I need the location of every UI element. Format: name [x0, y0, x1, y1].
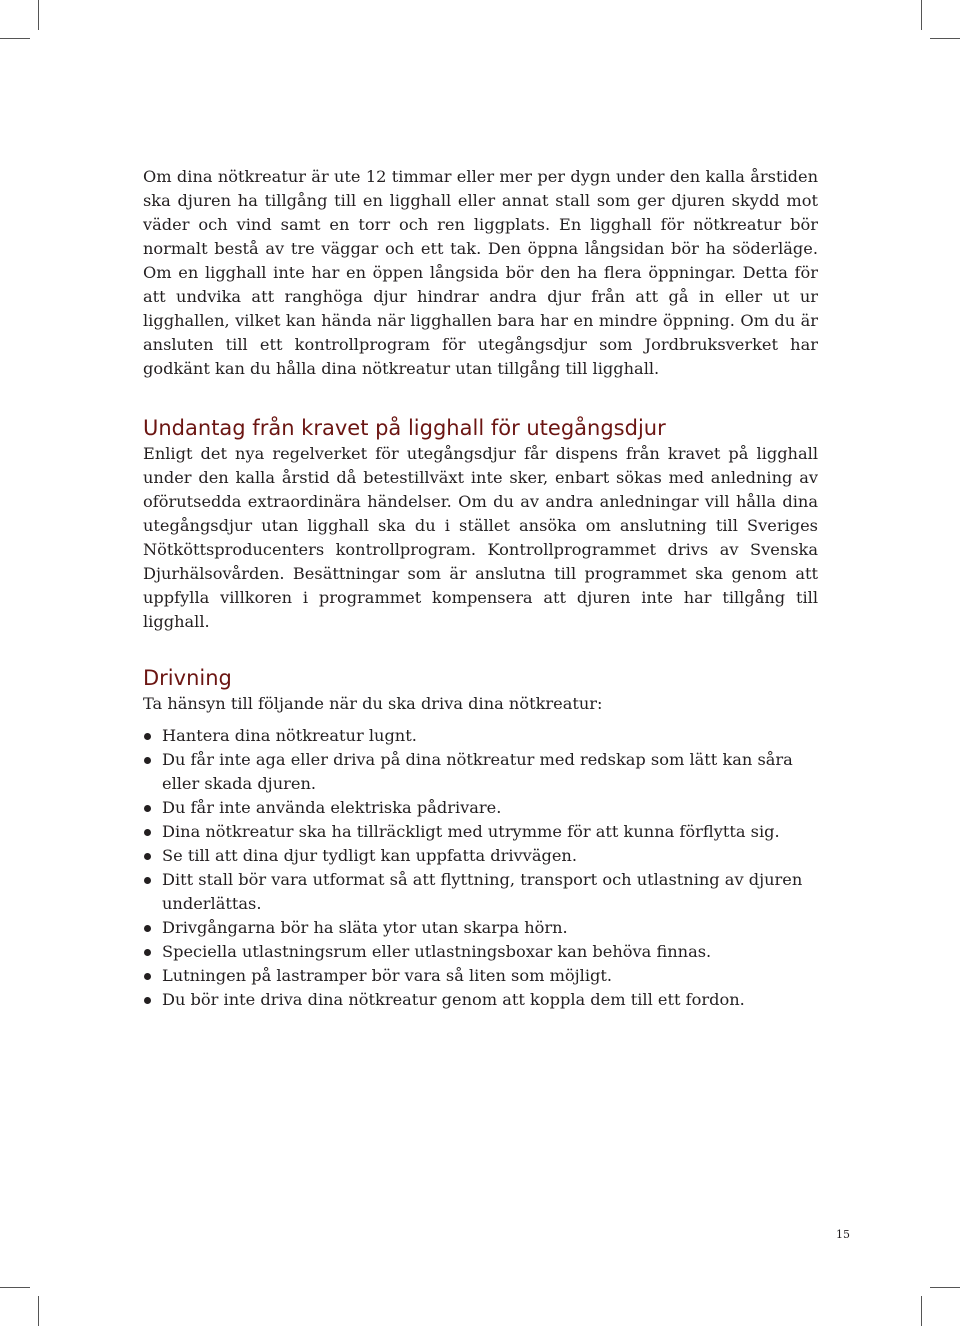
page-content [143, 165, 818, 1012]
section-heading-drivning: Drivning [143, 666, 232, 690]
list-item: Dina nötkreatur ska ha tillräckligt med utrymme för att kunna förflytta sig. [143, 820, 818, 844]
crop-mark [921, 1296, 922, 1326]
section-heading-undantag: Undantag från kravet på ligghall för utegångsdjur [143, 416, 666, 440]
list-item: Se till att dina djur tydligt kan uppfatta drivvägen. [143, 844, 818, 868]
crop-mark [930, 38, 960, 39]
undantag-paragraph: Enligt det nya regelverket för utegångsdjur får dispens från kravet på ligghall under den kalla årstid då betestillväxt inte sker, enbart sökas med anledning av oförutsedda extraordinära händelser. Om du av andra anledningar vill hålla dina utegångsdjur utan ligghall ska du i stället ansöka om anslutning till Sveriges Nötköttsproducenters kontrollprogram. Kontrollprogrammet drivs av Svenska Djurhälsovården. Besättningar som är anslutna till programmet ska genom att uppfylla villkoren i programmet kompensera att djuren inte har tillgång till ligghall. [143, 444, 818, 631]
drivning-lead: Ta hänsyn till följande när du ska driva dina nötkreatur: [143, 694, 603, 713]
list-item: Du bör inte driva dina nötkreatur genom att koppla dem till ett fordon. [143, 988, 818, 1012]
list-item: Hantera dina nötkreatur lugnt. [143, 724, 818, 748]
crop-mark [0, 1287, 30, 1288]
list-item: Lutningen på lastramper bör vara så liten som möjligt. [143, 964, 818, 988]
intro-paragraph: Om dina nötkreatur är ute 12 timmar eller mer per dygn under den kalla årstiden ska djuren ha tillgång till en ligghall eller annat stall som ger djuren skydd mot väder och vind samt en torr och ren liggplats. En ligghall för nötkreatur bör normalt bestå av tre väggar och ett tak. Den öppna långsidan bör ha söderläge. Om en ligghall inte har en öppen långsida bör den ha flera öppningar. Detta för att undvika att ranghöga djur hindrar andra djur från att gå in eller ut ur ligghallen, vilket kan hända när ligghallen bara har en mindre öppning. Om du är ansluten till ett kontrollprogram för utegångsdjur som Jordbruksverket har godkänt kan du hålla dina nötkreatur utan tillgång till ligghall. [143, 167, 818, 378]
page-number: 15 [836, 1228, 850, 1241]
crop-mark [930, 1287, 960, 1288]
crop-mark [38, 0, 39, 30]
list-item: Du får inte aga eller driva på dina nötkreatur med redskap som lätt kan såra eller skada djuren. [143, 748, 818, 796]
list-item: Ditt stall bör vara utformat så att flyttning, transport och utlastning av djuren underlättas. [143, 868, 818, 916]
crop-mark [921, 0, 922, 30]
list-item: Du får inte använda elektriska pådrivare. [143, 796, 818, 820]
crop-mark [0, 38, 30, 39]
drivning-bullet-list [143, 724, 818, 1012]
list-item: Speciella utlastningsrum eller utlastningsboxar kan behöva finnas. [143, 940, 818, 964]
crop-mark [38, 1296, 39, 1326]
list-item: Drivgångarna bör ha släta ytor utan skarpa hörn. [143, 916, 818, 940]
